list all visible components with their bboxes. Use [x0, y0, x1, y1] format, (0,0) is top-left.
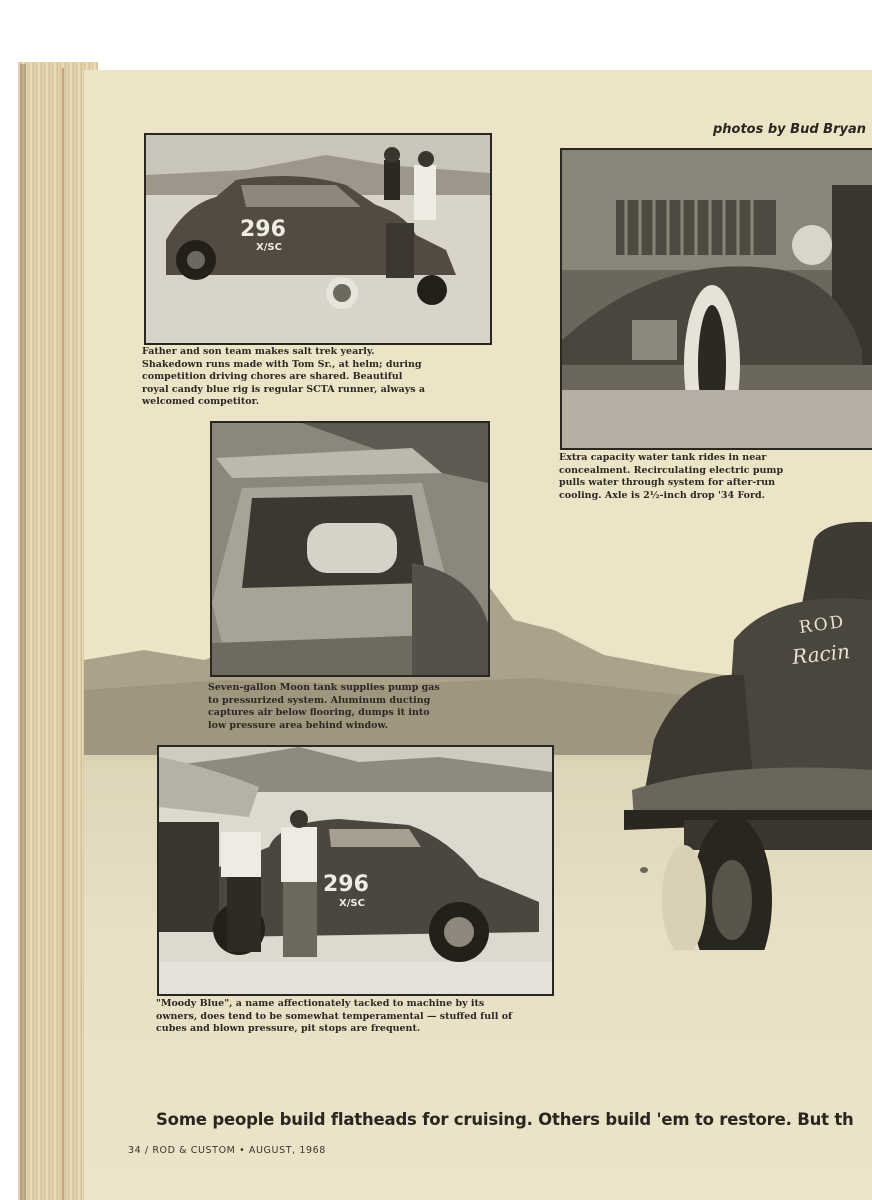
photo-moon-tank [210, 421, 490, 677]
car-number: 296 [240, 217, 286, 242]
article-headline: Some people build flatheads for cruising. Others build 'em to restore. But th [156, 1110, 854, 1129]
photo-moody-blue [157, 745, 554, 996]
car-class-pits: X/SC [339, 898, 365, 909]
car-number-pits: 296 [323, 872, 369, 897]
magazine-page [84, 70, 872, 1200]
big-car-lettering-1: ROD [797, 611, 847, 639]
page-edge-stripe [62, 68, 64, 1200]
big-car-lettering-2: Racin [790, 639, 852, 669]
page-edge-shadow [20, 64, 26, 1200]
photo-car-salt-flats [144, 133, 492, 345]
caption-water-tank: Extra capacity water tank rides in near concealment. Recirculating electric pump pulls water through system for after-run cooling. Axle is 2½-inch drop '34 Ford. [559, 452, 784, 501]
car-class: X/SC [256, 242, 282, 253]
caption-moody-blue: "Moody Blue", a name affectionately tacked to machine by its owners, does tend to be somewhat temperamental — stuffed full of cubes and blown pressure, pit stops are frequent. [156, 998, 513, 1034]
photo-water-tank [560, 148, 872, 450]
caption-moon-tank: Seven-gallon Moon tank supplies pump gas to pressurized system. Aluminum ducting captures air below flooring, dumps it into low pressure area behind window. [208, 682, 440, 731]
photo-credit: photos by Bud Bryan [712, 122, 866, 137]
caption-car-salt-flats: Father and son team makes salt trek yearly. Shakedown runs made with Tom Sr., at helm; during competition driving chores are shared. Beautiful royal candy blue rig is regular SCTA runner, always a welcomed competitor. [142, 346, 426, 407]
page-folio: 34 / ROD & CUSTOM • AUGUST, 1968 [128, 1145, 326, 1156]
big-car-rear-view [624, 520, 872, 950]
